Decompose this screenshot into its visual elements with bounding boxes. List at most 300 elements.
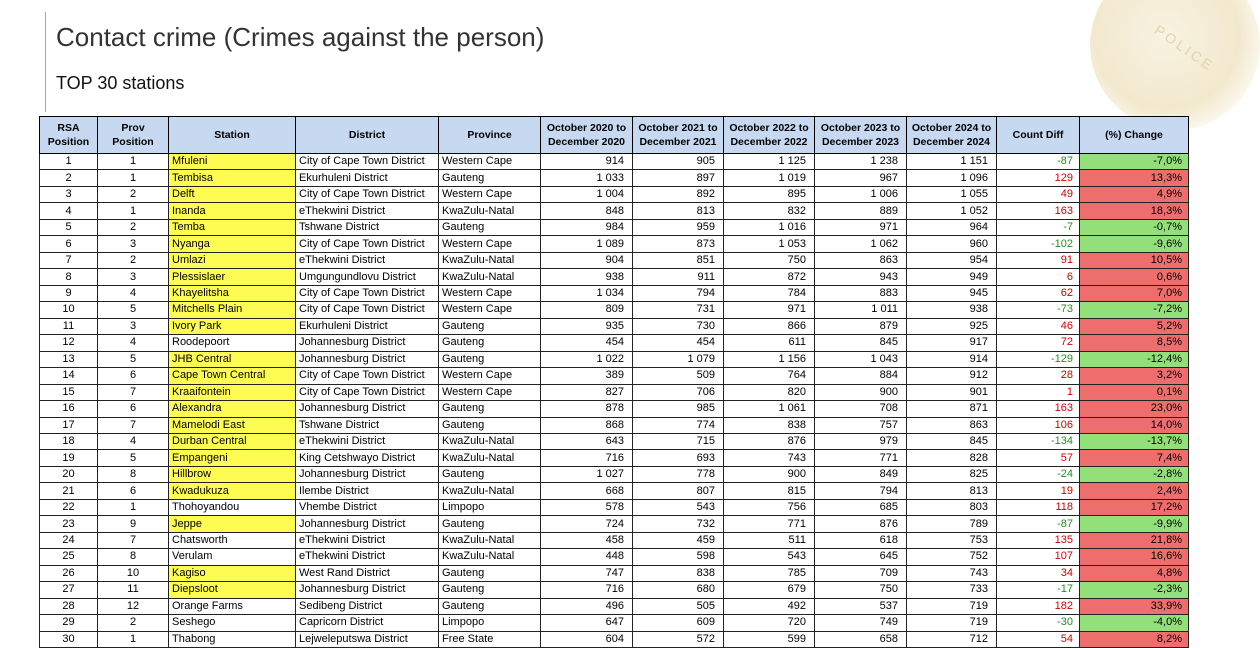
- rsa-position-cell: 5: [40, 219, 98, 235]
- province-cell: Gauteng: [439, 170, 541, 186]
- prov-position-cell: 6: [98, 401, 169, 417]
- prov-position-cell: 3: [98, 318, 169, 334]
- district-cell: City of Cape Town District: [296, 236, 439, 252]
- table-row: [40, 186, 1189, 202]
- district-cell: Sedibeng District: [296, 598, 439, 614]
- column-header: [98, 117, 169, 154]
- table-row: [40, 285, 1189, 301]
- column-header-line: December 2024: [912, 136, 991, 148]
- count-2022-cell: 543: [724, 549, 815, 565]
- rsa-position-cell: 2: [40, 170, 98, 186]
- district-cell: City of Cape Town District: [296, 302, 439, 318]
- count-diff-cell: 34: [997, 565, 1080, 581]
- province-cell: Limpopo: [439, 615, 541, 631]
- table-row: [40, 351, 1189, 367]
- count-2024-cell: 871: [907, 401, 997, 417]
- count-2024-cell: 954: [907, 252, 997, 268]
- prov-position-cell: 11: [98, 582, 169, 598]
- count-2021-cell: 1 079: [633, 351, 724, 367]
- column-header-line: Station: [214, 129, 250, 141]
- table-row: [40, 384, 1189, 400]
- table-row: [40, 450, 1189, 466]
- prov-position-cell: 7: [98, 532, 169, 548]
- count-2021-cell: 505: [633, 598, 724, 614]
- rsa-position-cell: 1: [40, 154, 98, 170]
- rsa-position-cell: 16: [40, 401, 98, 417]
- table-row: [40, 631, 1189, 647]
- count-2020-cell: 1 033: [541, 170, 633, 186]
- count-2022-cell: 764: [724, 368, 815, 384]
- prov-position-cell: 7: [98, 417, 169, 433]
- count-2023-cell: 863: [815, 252, 907, 268]
- rsa-position-cell: 3: [40, 186, 98, 202]
- prov-position-cell: 5: [98, 302, 169, 318]
- station-cell: Delft: [169, 186, 296, 202]
- province-cell: KwaZulu-Natal: [439, 483, 541, 499]
- count-diff-cell: 91: [997, 252, 1080, 268]
- table-row: [40, 433, 1189, 449]
- count-diff-cell: -24: [997, 466, 1080, 482]
- count-2023-cell: 879: [815, 318, 907, 334]
- prov-position-cell: 8: [98, 549, 169, 565]
- district-cell: City of Cape Town District: [296, 384, 439, 400]
- rsa-position-cell: 21: [40, 483, 98, 499]
- count-diff-cell: -129: [997, 351, 1080, 367]
- count-2020-cell: 848: [541, 203, 633, 219]
- district-cell: West Rand District: [296, 565, 439, 581]
- district-cell: Johannesburg District: [296, 335, 439, 351]
- count-2024-cell: 960: [907, 236, 997, 252]
- district-cell: eThekwini District: [296, 549, 439, 565]
- rsa-position-cell: 26: [40, 565, 98, 581]
- count-2020-cell: 643: [541, 433, 633, 449]
- count-2023-cell: 943: [815, 269, 907, 285]
- count-2023-cell: 1 062: [815, 236, 907, 252]
- column-header-line: Count Diff: [1012, 129, 1064, 141]
- count-2024-cell: 828: [907, 450, 997, 466]
- rsa-position-cell: 29: [40, 615, 98, 631]
- count-2021-cell: 959: [633, 219, 724, 235]
- district-cell: eThekwini District: [296, 252, 439, 268]
- count-2021-cell: 731: [633, 302, 724, 318]
- column-header-line: October 2021 to: [638, 122, 718, 134]
- count-2024-cell: 719: [907, 615, 997, 631]
- column-header: [1080, 117, 1189, 154]
- count-2021-cell: 730: [633, 318, 724, 334]
- district-cell: Capricorn District: [296, 615, 439, 631]
- table-row: [40, 466, 1189, 482]
- count-2020-cell: 724: [541, 516, 633, 532]
- district-cell: Lejweleputswa District: [296, 631, 439, 647]
- province-cell: Gauteng: [439, 318, 541, 334]
- percent-change-cell: 7,4%: [1080, 450, 1189, 466]
- province-cell: Western Cape: [439, 384, 541, 400]
- table-row: [40, 170, 1189, 186]
- prov-position-cell: 3: [98, 269, 169, 285]
- count-2022-cell: 820: [724, 384, 815, 400]
- count-2023-cell: 1 043: [815, 351, 907, 367]
- table-row: [40, 335, 1189, 351]
- count-2021-cell: 572: [633, 631, 724, 647]
- count-2023-cell: 794: [815, 483, 907, 499]
- table-row: [40, 236, 1189, 252]
- count-2021-cell: 598: [633, 549, 724, 565]
- percent-change-cell: 0,1%: [1080, 384, 1189, 400]
- column-header-line: RSA: [57, 122, 80, 134]
- count-2023-cell: 685: [815, 499, 907, 515]
- count-2023-cell: 1 011: [815, 302, 907, 318]
- count-2022-cell: 785: [724, 565, 815, 581]
- count-diff-cell: 163: [997, 401, 1080, 417]
- count-2022-cell: 771: [724, 516, 815, 532]
- count-2023-cell: 876: [815, 516, 907, 532]
- count-2021-cell: 911: [633, 269, 724, 285]
- district-cell: City of Cape Town District: [296, 285, 439, 301]
- count-2023-cell: 771: [815, 450, 907, 466]
- count-2020-cell: 458: [541, 532, 633, 548]
- count-2024-cell: 1 055: [907, 186, 997, 202]
- count-2021-cell: 985: [633, 401, 724, 417]
- count-diff-cell: 57: [997, 450, 1080, 466]
- table-row: [40, 252, 1189, 268]
- district-cell: Ekurhuleni District: [296, 170, 439, 186]
- count-2022-cell: 720: [724, 615, 815, 631]
- column-header-line: Position: [47, 136, 90, 148]
- prov-position-cell: 4: [98, 335, 169, 351]
- count-2020-cell: 716: [541, 450, 633, 466]
- count-diff-cell: 28: [997, 368, 1080, 384]
- count-diff-cell: 46: [997, 318, 1080, 334]
- count-diff-cell: 106: [997, 417, 1080, 433]
- count-2021-cell: 509: [633, 368, 724, 384]
- column-header-line: December 2021: [639, 136, 717, 148]
- column-header: [439, 117, 541, 154]
- rsa-position-cell: 9: [40, 285, 98, 301]
- count-2020-cell: 1 027: [541, 466, 633, 482]
- rsa-position-cell: 20: [40, 466, 98, 482]
- prov-position-cell: 8: [98, 466, 169, 482]
- province-cell: Western Cape: [439, 368, 541, 384]
- percent-change-cell: 4,9%: [1080, 186, 1189, 202]
- count-2023-cell: 757: [815, 417, 907, 433]
- count-2022-cell: 784: [724, 285, 815, 301]
- count-2022-cell: 599: [724, 631, 815, 647]
- table-row: [40, 615, 1189, 631]
- province-cell: KwaZulu-Natal: [439, 269, 541, 285]
- column-header-line: Prov: [121, 122, 145, 134]
- column-header-line: October 2020 to: [546, 122, 627, 134]
- rsa-position-cell: 30: [40, 631, 98, 647]
- count-diff-cell: -87: [997, 154, 1080, 170]
- station-cell: Roodepoort: [169, 335, 296, 351]
- count-2021-cell: 680: [633, 582, 724, 598]
- count-2020-cell: 1 034: [541, 285, 633, 301]
- column-header-line: Province: [467, 129, 512, 141]
- district-cell: Tshwane District: [296, 417, 439, 433]
- district-cell: Johannesburg District: [296, 401, 439, 417]
- station-cell: Thohoyandou: [169, 499, 296, 515]
- station-cell: Empangeni: [169, 450, 296, 466]
- count-diff-cell: 19: [997, 483, 1080, 499]
- count-2023-cell: 971: [815, 219, 907, 235]
- province-cell: KwaZulu-Natal: [439, 203, 541, 219]
- district-cell: Tshwane District: [296, 219, 439, 235]
- count-2021-cell: 706: [633, 384, 724, 400]
- table-row: [40, 318, 1189, 334]
- station-cell: Temba: [169, 219, 296, 235]
- count-2020-cell: 938: [541, 269, 633, 285]
- count-2023-cell: 889: [815, 203, 907, 219]
- count-2022-cell: 866: [724, 318, 815, 334]
- count-2020-cell: 984: [541, 219, 633, 235]
- count-2024-cell: 914: [907, 351, 997, 367]
- station-cell: JHB Central: [169, 351, 296, 367]
- count-2022-cell: 1 019: [724, 170, 815, 186]
- count-diff-cell: 6: [997, 269, 1080, 285]
- province-cell: Gauteng: [439, 516, 541, 532]
- count-2020-cell: 389: [541, 368, 633, 384]
- count-diff-cell: 107: [997, 549, 1080, 565]
- count-2024-cell: 964: [907, 219, 997, 235]
- count-2024-cell: 752: [907, 549, 997, 565]
- district-cell: Johannesburg District: [296, 582, 439, 598]
- count-2023-cell: 1 006: [815, 186, 907, 202]
- percent-change-cell: 21,8%: [1080, 532, 1189, 548]
- station-cell: Durban Central: [169, 433, 296, 449]
- station-cell: Verulam: [169, 549, 296, 565]
- province-cell: Western Cape: [439, 236, 541, 252]
- rsa-position-cell: 14: [40, 368, 98, 384]
- count-2023-cell: 645: [815, 549, 907, 565]
- percent-change-cell: -7,0%: [1080, 154, 1189, 170]
- count-2022-cell: 838: [724, 417, 815, 433]
- count-2021-cell: 892: [633, 186, 724, 202]
- count-2022-cell: 832: [724, 203, 815, 219]
- prov-position-cell: 9: [98, 516, 169, 532]
- station-cell: Mfuleni: [169, 154, 296, 170]
- count-2020-cell: 647: [541, 615, 633, 631]
- count-2021-cell: 454: [633, 335, 724, 351]
- station-cell: Alexandra: [169, 401, 296, 417]
- count-2023-cell: 708: [815, 401, 907, 417]
- count-diff-cell: 129: [997, 170, 1080, 186]
- rsa-position-cell: 15: [40, 384, 98, 400]
- station-cell: Plessislaer: [169, 269, 296, 285]
- count-2021-cell: 609: [633, 615, 724, 631]
- column-header: [633, 117, 724, 154]
- rsa-position-cell: 12: [40, 335, 98, 351]
- watermark-text: POLICE: [1151, 21, 1218, 75]
- district-cell: Johannesburg District: [296, 466, 439, 482]
- province-cell: KwaZulu-Natal: [439, 549, 541, 565]
- district-cell: City of Cape Town District: [296, 154, 439, 170]
- count-2020-cell: 868: [541, 417, 633, 433]
- column-header: [169, 117, 296, 154]
- station-cell: Tembisa: [169, 170, 296, 186]
- count-2024-cell: 789: [907, 516, 997, 532]
- province-cell: Gauteng: [439, 335, 541, 351]
- column-header: [541, 117, 633, 154]
- rsa-position-cell: 7: [40, 252, 98, 268]
- province-cell: Gauteng: [439, 582, 541, 598]
- count-2023-cell: 1 238: [815, 154, 907, 170]
- count-2022-cell: 900: [724, 466, 815, 482]
- percent-change-cell: -4,0%: [1080, 615, 1189, 631]
- station-cell: Ivory Park: [169, 318, 296, 334]
- count-2020-cell: 827: [541, 384, 633, 400]
- prov-position-cell: 1: [98, 170, 169, 186]
- percent-change-cell: 13,3%: [1080, 170, 1189, 186]
- province-cell: Limpopo: [439, 499, 541, 515]
- percent-change-cell: 16,6%: [1080, 549, 1189, 565]
- percent-change-cell: 4,8%: [1080, 565, 1189, 581]
- percent-change-cell: -0,7%: [1080, 219, 1189, 235]
- count-2020-cell: 496: [541, 598, 633, 614]
- title-accent-line: [45, 12, 46, 112]
- count-2024-cell: 712: [907, 631, 997, 647]
- province-cell: Gauteng: [439, 598, 541, 614]
- percent-change-cell: 8,5%: [1080, 335, 1189, 351]
- rsa-position-cell: 10: [40, 302, 98, 318]
- province-cell: Gauteng: [439, 417, 541, 433]
- count-2021-cell: 897: [633, 170, 724, 186]
- count-2021-cell: 693: [633, 450, 724, 466]
- station-cell: Kraaifontein: [169, 384, 296, 400]
- district-cell: Johannesburg District: [296, 351, 439, 367]
- count-2022-cell: 1 053: [724, 236, 815, 252]
- table-row: [40, 401, 1189, 417]
- table-row: [40, 269, 1189, 285]
- table-row: [40, 499, 1189, 515]
- station-cell: Umlazi: [169, 252, 296, 268]
- table-row: [40, 203, 1189, 219]
- count-2020-cell: 716: [541, 582, 633, 598]
- count-2023-cell: 967: [815, 170, 907, 186]
- rsa-position-cell: 17: [40, 417, 98, 433]
- percent-change-cell: 7,0%: [1080, 285, 1189, 301]
- percent-change-cell: -2,3%: [1080, 582, 1189, 598]
- percent-change-cell: 8,2%: [1080, 631, 1189, 647]
- province-cell: Gauteng: [439, 401, 541, 417]
- district-cell: eThekwini District: [296, 203, 439, 219]
- count-2022-cell: 1 125: [724, 154, 815, 170]
- prov-position-cell: 1: [98, 154, 169, 170]
- district-cell: Johannesburg District: [296, 516, 439, 532]
- province-cell: KwaZulu-Natal: [439, 252, 541, 268]
- count-2021-cell: 459: [633, 532, 724, 548]
- province-cell: Gauteng: [439, 565, 541, 581]
- column-header-line: December 2022: [730, 136, 808, 148]
- count-2024-cell: 925: [907, 318, 997, 334]
- count-2024-cell: 863: [907, 417, 997, 433]
- province-cell: KwaZulu-Natal: [439, 450, 541, 466]
- count-2021-cell: 851: [633, 252, 724, 268]
- station-cell: Kagiso: [169, 565, 296, 581]
- table-row: [40, 154, 1189, 170]
- district-cell: Umgungundlovu District: [296, 269, 439, 285]
- prov-position-cell: 5: [98, 450, 169, 466]
- percent-change-cell: -9,9%: [1080, 516, 1189, 532]
- count-diff-cell: 135: [997, 532, 1080, 548]
- count-2021-cell: 732: [633, 516, 724, 532]
- province-cell: Free State: [439, 631, 541, 647]
- district-cell: City of Cape Town District: [296, 186, 439, 202]
- district-cell: King Cetshwayo District: [296, 450, 439, 466]
- station-cell: Jeppe: [169, 516, 296, 532]
- prov-position-cell: 4: [98, 433, 169, 449]
- prov-position-cell: 1: [98, 203, 169, 219]
- prov-position-cell: 2: [98, 186, 169, 202]
- count-2022-cell: 1 016: [724, 219, 815, 235]
- province-cell: Western Cape: [439, 302, 541, 318]
- station-cell: Mitchells Plain: [169, 302, 296, 318]
- count-2024-cell: 825: [907, 466, 997, 482]
- count-2020-cell: 1 089: [541, 236, 633, 252]
- count-diff-cell: -102: [997, 236, 1080, 252]
- table-row: [40, 219, 1189, 235]
- count-2023-cell: 845: [815, 335, 907, 351]
- count-2022-cell: 815: [724, 483, 815, 499]
- count-2021-cell: 778: [633, 466, 724, 482]
- station-cell: Seshego: [169, 615, 296, 631]
- rsa-position-cell: 11: [40, 318, 98, 334]
- column-header-line: October 2022 to: [729, 122, 809, 134]
- rsa-position-cell: 27: [40, 582, 98, 598]
- station-cell: Diepsloot: [169, 582, 296, 598]
- prov-position-cell: 4: [98, 285, 169, 301]
- table-row: [40, 532, 1189, 548]
- rsa-position-cell: 28: [40, 598, 98, 614]
- count-2024-cell: 719: [907, 598, 997, 614]
- count-2020-cell: 454: [541, 335, 633, 351]
- percent-change-cell: 0,6%: [1080, 269, 1189, 285]
- count-2022-cell: 895: [724, 186, 815, 202]
- prov-position-cell: 2: [98, 615, 169, 631]
- prov-position-cell: 6: [98, 368, 169, 384]
- prov-position-cell: 12: [98, 598, 169, 614]
- count-diff-cell: 163: [997, 203, 1080, 219]
- table-header-row: [40, 117, 1189, 154]
- station-cell: Cape Town Central: [169, 368, 296, 384]
- prov-position-cell: 5: [98, 351, 169, 367]
- province-cell: Western Cape: [439, 186, 541, 202]
- column-header-line: (%) Change: [1105, 129, 1163, 141]
- percent-change-cell: 5,2%: [1080, 318, 1189, 334]
- table-row: [40, 598, 1189, 614]
- count-2020-cell: 809: [541, 302, 633, 318]
- count-2021-cell: 715: [633, 433, 724, 449]
- rsa-position-cell: 24: [40, 532, 98, 548]
- column-header-line: October 2024 to: [911, 122, 992, 134]
- percent-change-cell: 14,0%: [1080, 417, 1189, 433]
- count-2022-cell: 679: [724, 582, 815, 598]
- station-cell: Nyanga: [169, 236, 296, 252]
- count-2020-cell: 1 004: [541, 186, 633, 202]
- page-title: Contact crime (Crimes against the person): [56, 22, 545, 52]
- count-diff-cell: -17: [997, 582, 1080, 598]
- rsa-position-cell: 13: [40, 351, 98, 367]
- count-2021-cell: 873: [633, 236, 724, 252]
- count-2024-cell: 945: [907, 285, 997, 301]
- station-cell: Kwadukuza: [169, 483, 296, 499]
- count-2022-cell: 492: [724, 598, 815, 614]
- page-subtitle: TOP 30 stations: [56, 73, 185, 93]
- station-cell: Chatsworth: [169, 532, 296, 548]
- table-body: [40, 154, 1189, 648]
- table-row: [40, 302, 1189, 318]
- count-2022-cell: 876: [724, 433, 815, 449]
- count-2024-cell: 938: [907, 302, 997, 318]
